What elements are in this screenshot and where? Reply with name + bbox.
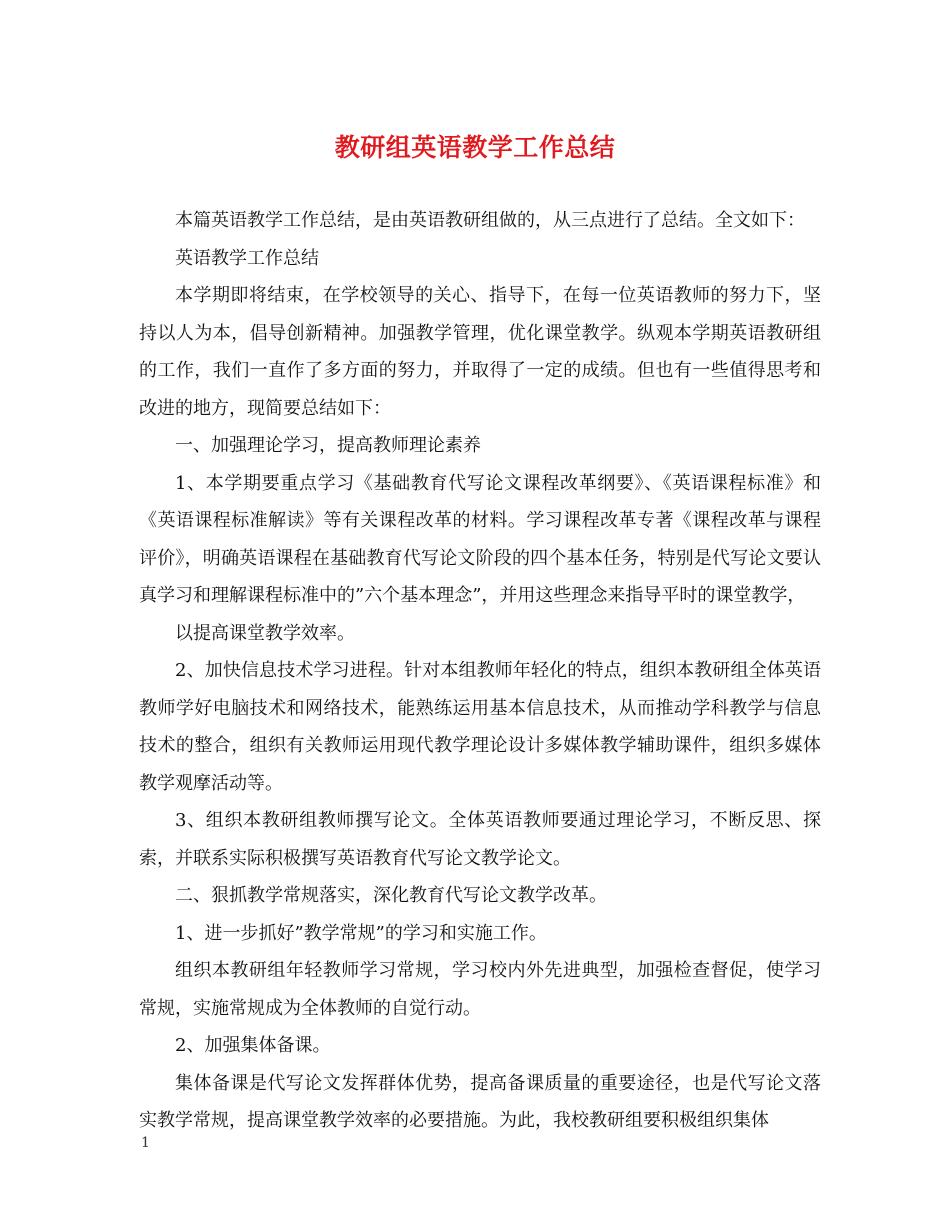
- paragraph-subtitle: 英语教学工作总结: [175, 247, 319, 269]
- paragraph-item-1-2: 2、加快信息技术学习进程。针对本组教师年轻化的特点，组织本教研组全体英语教师学好电脑技术和网络技术，能熟练运用基本信息技术，从而推动学科教学与信息技术的整合，组织有关教师运用现代教学理论设计多媒体教学辅助课件，组织多媒体教学观摩活动等。: [139, 660, 821, 794]
- paragraph-intro: 本篇英语教学工作总结，是由英语教研组做的，从三点进行了总结。全文如下：: [175, 210, 805, 231]
- paragraph-item-1-3: 3、组织本教研组教师撰写论文。全体英语教师要通过理论学习，不断反思、探索，并联系实际积极撰写英语教育代写论文教学论文。: [139, 810, 821, 869]
- document-title: 教研组英语教学工作总结: [334, 133, 616, 162]
- paragraph-item-2-1-body: 组织本教研组年轻教师学习常规，学习校内外先进典型，加强检查督促，使学习常规，实施常规成为全体教师的自觉行动。: [139, 960, 821, 1019]
- document-body: [139, 202, 821, 1140]
- page-number: 1: [141, 1135, 150, 1151]
- paragraph-item-2-2-body: 集体备课是代写论文发挥群体优势，提高备课质量的重要途径，也是代写论文落实教学常规，提高课堂教学效率的必要措施。为此，我校教研组要积极组织集体: [139, 1072, 821, 1131]
- paragraph-item-1-1-cont: 以提高课堂教学效率。: [175, 622, 355, 644]
- section-heading-1: 一、加强理论学习，提高教师理论素养: [175, 435, 481, 456]
- paragraph-item-2-1: 1、进一步抓好”教学常规”的学习和实施工作。: [175, 922, 547, 944]
- paragraph-overview: 本学期即将结束，在学校领导的关心、指导下，在每一位英语教师的努力下，坚持以人为本，倡导创新精神。加强教学管理，优化课堂教学。纵观本学期英语教研组的工作，我们一直作了多方面的努力，并取得了一定的成绩。但也有一些值得思考和改进的地方，现简要总结如下：: [139, 285, 821, 419]
- section-heading-2: 二、狠抓教学常规落实，深化教育代写论文教学改革。: [175, 885, 607, 906]
- paragraph-item-2-2: 2、加强集体备课。: [175, 1035, 331, 1056]
- paragraph-item-1-1: 1、本学期要重点学习《基础教育代写论文课程改革纲要》、《英语课程标准》和《英语课程标准解读》等有关课程改革的材料。学习课程改革专著《课程改革与课程评价》，明确英语课程在基础教育代写论文阶段的四个基本任务，特别是代写论文要认真学习和理解课程标准中的”六个基本理念”，并用这些理念来指导平时的课堂教学，: [139, 472, 821, 606]
